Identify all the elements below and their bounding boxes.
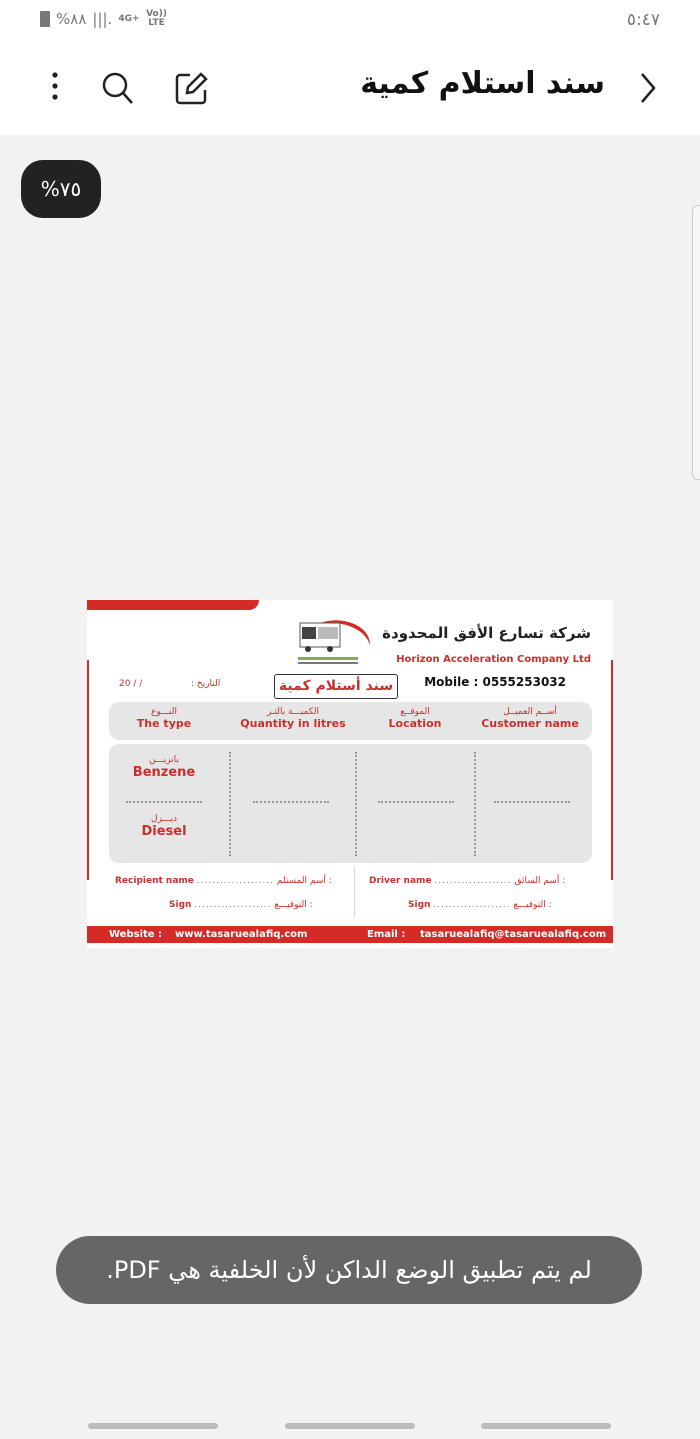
company-name-en: Horizon Acceleration Company Ltd [396,654,591,665]
recipient-name-line: Recipient name .................... أسم المستلم : [115,876,332,886]
network-type: 4G+ [118,13,140,24]
page-title: سند استلام كمية [360,66,605,101]
nav-home[interactable] [285,1423,415,1429]
edit-icon[interactable] [174,70,210,110]
date-label: التاريخ : [191,679,221,689]
form-title: سند أستلام كمية [274,674,398,699]
company-name-ar: شركة تسارع الأفق المحدودة [382,624,591,642]
fuel-benzene: بانزيـــن Benzene [132,755,196,780]
pdf-page [87,600,613,948]
zoom-level-badge: %٧٥ [21,160,101,218]
column-divider [355,752,357,856]
mobile-number: Mobile : 0555253032 [424,675,566,689]
search-icon[interactable] [100,70,136,110]
customer-field [494,801,570,803]
app-bar [0,44,700,135]
signature-divider [354,866,355,918]
column-location: الموقــع Location [388,707,442,730]
column-divider [474,752,476,856]
more-icon[interactable] [50,70,60,108]
driver-name-line: Driver name .................... أسم السائق : [369,876,566,886]
status-bar [0,0,700,44]
fuel-diesel: ديـــزل Diesel [141,814,187,839]
email-link: tasaruealafiq@tasaruealafiq.com [420,929,607,940]
row-divider [126,801,202,803]
company-logo [292,605,374,673]
footer-bar [87,926,613,943]
column-type: النـــوع The type [136,707,192,730]
signal-icon: |||. [92,10,113,28]
top-red-bar [87,600,259,610]
right-border [611,660,613,880]
recipient-sign-line: Sign .................... التوقيـــع : [169,900,313,910]
website-label: Website : [109,929,163,940]
battery-level: %٨٨ [56,10,87,28]
back-icon[interactable] [638,70,658,110]
nav-recents[interactable] [88,1423,218,1429]
dark-mode-toast: لم يتم تطبيق الوضع الداكن لأن الخلفية هي PDF. [56,1236,642,1304]
website-link: www.tasaruealafiq.com [175,929,308,940]
nav-back[interactable] [481,1423,611,1429]
driver-sign-line: Sign .................... التوقيـــع : [408,900,552,910]
clock: ٥:٤٧ [626,10,660,30]
email-label: Email : [367,929,406,940]
column-divider [229,752,231,856]
left-border [87,660,89,880]
scrollbar[interactable] [692,205,700,480]
column-quantity: الكميـــة بالتـر Quantity in litres [240,707,346,730]
volte-indicator: Vo)) LTE [146,9,167,28]
date-value: 20 / / [119,679,143,689]
battery-icon [40,11,50,27]
column-customer: أســم العميــل Customer name [481,707,579,730]
location-field [378,801,454,803]
quantity-field [253,801,329,803]
